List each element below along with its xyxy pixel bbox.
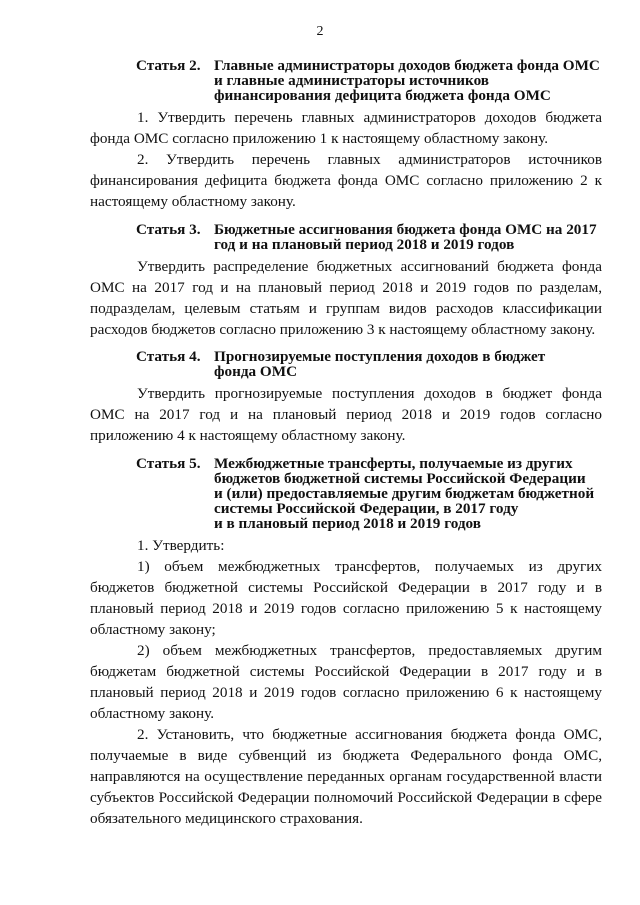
article-3 — [90, 222, 602, 340]
article-title-line: финансирования дефицита бюджета фонда ОМС — [214, 87, 551, 104]
article-5 — [90, 456, 602, 829]
article-title-line: год и на плановый период 2018 и 2019 годов — [214, 236, 515, 253]
article-title-line: системы Российской Федерации, в 2017 году — [214, 500, 519, 517]
article-title-line: фонда ОМС — [214, 363, 298, 380]
paragraph: 2. Утвердить перечень главных администраторов источников финансирования дефицита бюджета фонда ОМС согласно приложению 2 к настоящему областному закону. — [90, 151, 602, 210]
article-4 — [90, 349, 602, 446]
article-title — [214, 222, 602, 252]
article-heading — [90, 222, 602, 252]
article-label: Статья 2. — [136, 57, 201, 74]
article-title — [214, 349, 602, 379]
article-label: Статья 3. — [136, 221, 201, 238]
paragraph: 1) объем межбюджетных трансфертов, получаемых из других бюджетов бюджетной системы Российской Федерации в 2017 году и в плановый период 2018 и 2019 годов согласно приложению 5 к настоящему областному закону; — [90, 558, 602, 638]
article-label: Статья 4. — [136, 348, 201, 365]
article-title-line: Бюджетные ассигнования бюджета фонда ОМС на 2017 — [214, 221, 597, 238]
article-title-line: Главные администраторы доходов бюджета фонда ОМС — [214, 57, 600, 74]
article-heading — [90, 58, 602, 103]
article-label: Статья 5. — [136, 455, 201, 472]
page-number: 2 — [316, 24, 324, 39]
paragraph: 1. Утвердить перечень главных администраторов доходов бюджета фонда ОМС согласно приложению 1 к настоящему областному закону. — [90, 109, 602, 147]
article-title — [214, 456, 602, 531]
article-title-line: Межбюджетные трансферты, получаемые из других — [214, 455, 573, 472]
article-2 — [90, 58, 602, 212]
article-title-line: Прогнозируемые поступления доходов в бюджет — [214, 348, 546, 365]
paragraph: 1. Утвердить: — [137, 537, 225, 554]
article-title-line: и в плановый период 2018 и 2019 годов — [214, 515, 481, 532]
article-title-line: бюджетов бюджетной системы Российской Федерации — [214, 470, 586, 487]
article-heading — [90, 456, 602, 531]
paragraph: Утвердить прогнозируемые поступления доходов в бюджет фонда ОМС на 2017 год и на плановый период 2018 и 2019 годов согласно приложению 4 к настоящему областному закону. — [90, 385, 602, 444]
article-title — [214, 58, 602, 103]
paragraph: 2) объем межбюджетных трансфертов, предоставляемых другим бюджетам бюджетной системы Российской Федерации в 2017 году и в плановый период 2018 и 2019 годов согласно приложению 6 к настоящему областному закону. — [90, 642, 602, 722]
article-title-line: и главные администраторы источников — [214, 72, 489, 89]
article-title-line: и (или) предоставляемые другим бюджетам бюджетной — [214, 485, 595, 502]
article-heading — [90, 349, 602, 379]
paragraph: 2. Установить, что бюджетные ассигнования бюджета фонда ОМС, получаемые в виде субвенций из бюджета Федерального фонда ОМС, направляются на осуществление переданных органам государственной власти субъектов Российской Федерации полномочий Российской Федерации в сфере обязательного медицинского страхования. — [90, 726, 602, 827]
paragraph: Утвердить распределение бюджетных ассигнований бюджета фонда ОМС на 2017 год и на плановый период 2018 и 2019 годов по разделам, подразделам, целевым статьям и группам видов расходов классификации расходов бюджетов согласно приложению 3 к настоящему областному закону. — [90, 258, 602, 338]
